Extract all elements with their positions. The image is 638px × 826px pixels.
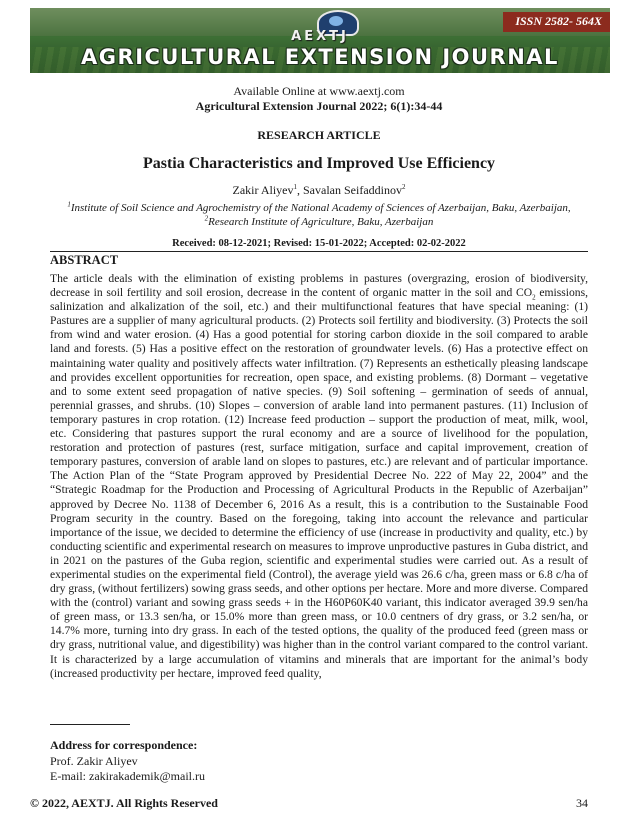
affiliations [40, 201, 598, 229]
article-title: Pastia Characteristics and Improved Use Efficiency [142, 155, 496, 172]
affiliation-text: Institute of Soil Science and Agrochemistry of the National Academy of Sciences of Azerbaijan, Baku, Azerbaijan, [70, 202, 571, 214]
journal-citation: Agricultural Extension Journal 2022; 6(1):34-44 [195, 99, 443, 113]
author-affiliation-mark: 1 [293, 183, 297, 191]
affiliation-mark: 2 [204, 214, 209, 223]
abstract-text: emissions, salinization and alkalization of the soil, etc.) and their multifunctional features that have special meaning: (1) Pastures are a supplier of many agricultural products. (2) Protects soil fertility and biodiversity. (3) Protects the soil from wind and water erosion. (4) Has a good potential for storing carbon dioxide in the soil compared to arable land and forests. (5) Has a positive effect on the restoration of groundwater levels. (6) Has a protective effect on maintaining water quality and positively affects water infiltration. (7) Represents an esthetically pleasing landscape and provides excellent opportunities for recreation, open space, and existing problems. (8) Dormant – vegetative and to some extent seed propagation of native species. (9) Soil softening – germination of seeds of annual, perennial grasses, and shrubs. (10) Slopes – conversion of arable land into permanent pastures. (11) Inclusion of temporary pastures in crop rotation. (12) Increase feed production – support the production of meat, milk, wool, etc. Considering that pastures support the rural economy and are a source of livelihood for the population, restoration and protection of pastures (rest, surface mitigation, surface and capital improvement, creation of temporary pastures, conversion of arable land on slopes to pastures, etc.) are relevant and of particular importance. The Action Plan of the “State Program approved by Presidential Decree No. 222 of May 22, 2004” and the “Strategic Roadmap for the Production and Processing of Agricultural Products in the Republic of Azerbaijan” approved by Decree No. 1138 of December 6, 2016 As a result, this is a contribution to the Sustainable Food Program security in the country. Based on the foregoing, taking into account the relevance and particular importance of the issue, we decided to determine the efficiency of use (increase in productivity and quality, etc.) by conducting scientific and experimental research on measures to improve unproductive pastures in Guba district, and in 2021 on the pastures of the Guba region, scientific and experimental studies were carried out. As a result of experimental studies on the experimental field (Control), the average yield was 26.6 c/ha, green mass or 6.8 c/ha of dry grass, (without fertilizers) sowing grass seeds, and other options per hectare. More and more diverse. Compared with the (control) variant and sowing grass seeds + in the H60P60K40 variant, this indicator averaged 39.9 sen/ha of green mass, or 13.3 sen/ha, or 15.0% more than green mass, or 10.0 centners of dry grass, or 3.2 sen/ha, or 14.7% more, turning into dry grass. In each of the tested options, the quality of the produced feed (green mass or dry grass, nutritional value, and digestibility) was higher than in the control variant compared to the control variant. It is characterized by a large accumulation of vitamins and minerals that are important for the animal’s body (increased productivity per hectare, improved feed quality, [50, 286, 589, 680]
author-separator: , [297, 183, 303, 197]
affiliation-line [40, 201, 598, 215]
journal-acronym: AEXTJ [291, 29, 349, 44]
correspondence-email: E-mail: zakirakademik@mail.ru [50, 769, 205, 783]
issn-badge: ISSN 2582- 564X [503, 12, 610, 32]
abstract-heading: ABSTRACT [50, 253, 119, 267]
author-affiliation-mark: 2 [401, 183, 406, 191]
author-list [50, 183, 588, 198]
footnote-divider [50, 724, 130, 725]
abstract-text: The article deals with the elimination of existing problems in pastures (overgrazing, erosion of biodiversity, decrease in soil fertility and soil erosion, decrease in the content of organic matter in the soil and CO [50, 272, 588, 300]
header-divider [50, 251, 588, 252]
page-number: 34 [576, 796, 588, 810]
affiliation-text: Research Institute of Agriculture, Baku, Azerbaijan [208, 216, 434, 228]
abstract-body [50, 272, 588, 681]
author-name: Savalan Seifaddinov [303, 183, 402, 197]
affiliation-mark: 1 [67, 200, 71, 209]
affiliation-line [40, 215, 598, 229]
correspondence-label: Address for correspondence: [50, 738, 198, 752]
co2-subscript: 2 [532, 293, 536, 302]
available-online-line: Available Online at www.aextj.com [233, 84, 405, 98]
author-name: Zakir Aliyev [232, 183, 294, 197]
copyright-notice: © 2022, AEXTJ. All Rights Reserved [30, 796, 218, 810]
journal-banner [30, 8, 610, 73]
correspondence-block [50, 738, 205, 785]
article-type: RESEARCH ARTICLE [257, 128, 381, 142]
journal-name: AGRICULTURAL EXTENSION JOURNAL [81, 45, 559, 69]
submission-dates: Received: 08-12-2021; Revised: 15-01-2022; Accepted: 02-02-2022 [172, 238, 466, 249]
correspondence-name: Prof. Zakir Aliyev [50, 753, 138, 768]
